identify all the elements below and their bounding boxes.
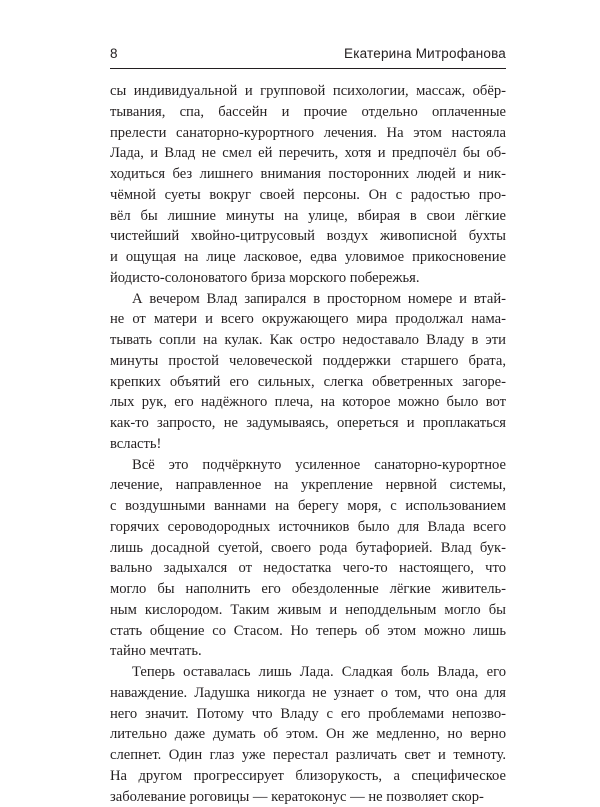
text-line: горячих сероводородных источников было для Влада всего	[110, 517, 506, 538]
body-text	[110, 81, 506, 807]
text-line: А вечером Влад запирался в просторном номере и втай-	[110, 289, 506, 310]
text-line: Лада, и Влад не смел ей перечить, хотя и предпочёл бы об-	[110, 143, 506, 164]
running-head	[110, 46, 506, 66]
text-line: сы индивидуальной и групповой психологии, массаж, обёр-	[110, 81, 506, 102]
text-line: стать общение со Стасом. Но теперь об этом можно лишь	[110, 621, 506, 642]
text-line: лых рук, его надёжного плеча, на которое можно было вот	[110, 392, 506, 413]
text-line: лишь досадной суетой, своего рода бутафорией. Влад бук-	[110, 538, 506, 559]
text-line: и ощущая на лице ласковое, едва уловимое прикосновение	[110, 247, 506, 268]
running-head-author: Екатерина Митрофанова	[344, 46, 506, 61]
text-line: тайно мечтать.	[110, 641, 506, 662]
text-line: могло бы наполнить его обездоленные лёгкие живитель-	[110, 579, 506, 600]
text-line: крепких объятий его сильных, слегка обветренных загоре-	[110, 372, 506, 393]
paragraph	[110, 455, 506, 663]
text-line: лечение, направленное на укрепление нервной системы,	[110, 475, 506, 496]
text-line: всласть!	[110, 434, 506, 455]
text-line: с воздушными ваннами на берегу моря, с использованием	[110, 496, 506, 517]
text-line: ходиться без лишнего внимания посторонних людей и ник-	[110, 164, 506, 185]
text-line: как-то запросто, не задумываясь, опереться и проплакаться	[110, 413, 506, 434]
header-rule	[110, 68, 506, 69]
text-line: заболевание роговицы — кератоконус — не позволяет скор-	[110, 787, 506, 807]
text-line: На другом прогрессирует близорукость, а специфическое	[110, 766, 506, 787]
paragraph	[110, 81, 506, 289]
text-line: вально задыхался от недостатка чего-то настоящего, что	[110, 558, 506, 579]
text-line: минуты простой человеческой поддержки старшего брата,	[110, 351, 506, 372]
page-number: 8	[110, 46, 118, 61]
text-line: чистейший хвойно-цитрусовый воздух живописной бухты	[110, 226, 506, 247]
text-line: йодисто-солоноватого бриза морского побережья.	[110, 268, 506, 289]
text-line: чёмной суеты вокруг своей персоны. Он с радостью про-	[110, 185, 506, 206]
text-line: слепнет. Один глаз уже перестал различать свет и темноту.	[110, 745, 506, 766]
text-line: вёл бы лишние минуты на улице, вбирая в свои лёгкие	[110, 206, 506, 227]
paragraph	[110, 289, 506, 455]
text-line: тывания, спа, бассейн и прочие отдельно оплаченные	[110, 102, 506, 123]
text-line: Всё это подчёркнуто усиленное санаторно-курортное	[110, 455, 506, 476]
text-line: наваждение. Ладушка никогда не узнает о том, что она для	[110, 683, 506, 704]
text-line: не от матери и всего окружающего мира продолжал нама-	[110, 309, 506, 330]
text-line: прелести санаторно-курортного лечения. На этом настояла	[110, 123, 506, 144]
text-line: ным кислородом. Таким живым и неподдельным могло бы	[110, 600, 506, 621]
text-line: него значит. Потому что Владу с его проблемами непозво-	[110, 704, 506, 725]
paragraph	[110, 662, 506, 807]
text-line: лительно даже думать об этом. Он же медленно, но верно	[110, 724, 506, 745]
text-line: тывать сопли на кулак. Как остро недоставало Владу в эти	[110, 330, 506, 351]
text-line: Теперь оставалась лишь Лада. Сладкая боль Влада, его	[110, 662, 506, 683]
